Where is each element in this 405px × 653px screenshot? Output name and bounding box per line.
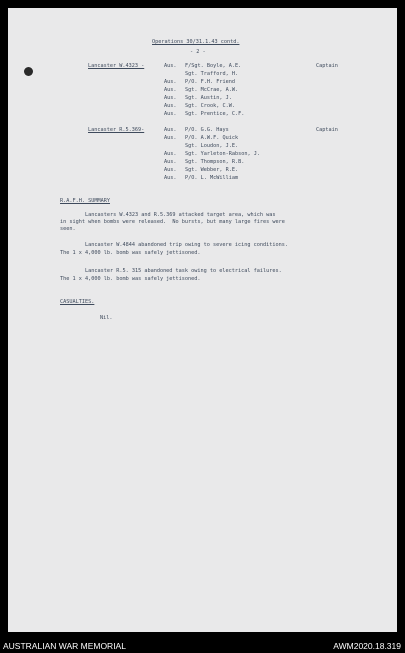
crew2-name-6: P/O. L. McWilliam — [185, 175, 239, 181]
crew1-name-2: P/O. F.H. Friend — [185, 79, 235, 85]
crew2-prefix-4: Aus. — [164, 159, 177, 165]
crew2-prefix-1: Aus. — [164, 135, 177, 141]
summary-p2-line2: The 1 x 4,000 lb. bomb was safely jettisoned. — [60, 250, 201, 256]
casualties-heading: CASUALTIES. — [60, 299, 95, 305]
crew1-name-4: Sgt. Austin, J. — [185, 95, 232, 101]
document-page — [8, 8, 397, 632]
summary-p3-line2: The 1 x 4,000 lb. bomb was safely jettisoned. — [60, 276, 201, 282]
punch-hole — [24, 67, 33, 76]
crew1-prefix-4: Aus. — [164, 95, 177, 101]
crew1-prefix-6: Aus. — [164, 111, 177, 117]
crew2-role: Captain — [316, 127, 338, 133]
crew1-name-3: Sgt. McCrae, A.W. — [185, 87, 239, 93]
summary-p3-line1: Lancaster R.5. 315 abandoned task owing to electrical failures. — [60, 268, 282, 274]
crew2-prefix-6: Aus. — [164, 175, 177, 181]
footer-bar — [0, 640, 405, 653]
summary-p2-line1: Lancaster W.4844 abandoned trip owing to severe icing conditions. — [60, 242, 288, 248]
footer-accession-number: AWM2020.18.319 — [333, 641, 401, 651]
crew1-role: Captain — [316, 63, 338, 69]
crew2-name-1: P/O. A.W.F. Quick — [185, 135, 239, 141]
crew2-name-3: Sgt. Yarleton-Rabson, J. — [185, 151, 260, 157]
summary-p1-line3: seen. — [60, 226, 76, 232]
crew1-name-0: F/Sgt. Boyle, A.E. — [185, 63, 242, 69]
footer-institution: AUSTRALIAN WAR MEMORIAL — [3, 641, 126, 651]
crew1-prefix-5: Aus. — [164, 103, 177, 109]
summary-p1-line2: in sight when bombs were released. No bursts, but many large fires were — [60, 219, 285, 225]
crew1-name-6: Sgt. Prentice, C.F. — [185, 111, 245, 117]
crew2-name-0: P/O. G.G. Hays — [185, 127, 229, 133]
crew2-prefix-0: Aus. — [164, 127, 177, 133]
casualties-text: Nil. — [100, 315, 113, 321]
crew2-name-5: Sgt. Webber, R.E. — [185, 167, 239, 173]
crew2-aircraft: Lancaster R.5.369- — [88, 127, 145, 133]
crew1-aircraft: Lancaster W.4323 - — [88, 63, 145, 69]
summary-p1-line1: Lancasters W.4323 and R.5.369 attacked target area, which was — [60, 212, 276, 218]
crew1-prefix-3: Aus. — [164, 87, 177, 93]
page-heading: Operations 30/31.1.43 contd. — [152, 39, 240, 45]
crew2-name-4: Sgt. Thompson, R.B. — [185, 159, 245, 165]
crew2-prefix-5: Aus. — [164, 167, 177, 173]
page-number: - 2 - — [190, 49, 206, 55]
crew2-name-2: Sgt. Loudon, J.E. — [185, 143, 239, 149]
crew1-prefix-0: Aus. — [164, 63, 177, 69]
crew2-prefix-3: Aus. — [164, 151, 177, 157]
summary-heading: R.A.F.H. SUMMARY — [60, 198, 110, 204]
crew1-prefix-2: Aus. — [164, 79, 177, 85]
crew1-name-5: Sgt. Crook, C.W. — [185, 103, 235, 109]
crew1-name-1: Sgt. Trafford, H. — [185, 71, 239, 77]
